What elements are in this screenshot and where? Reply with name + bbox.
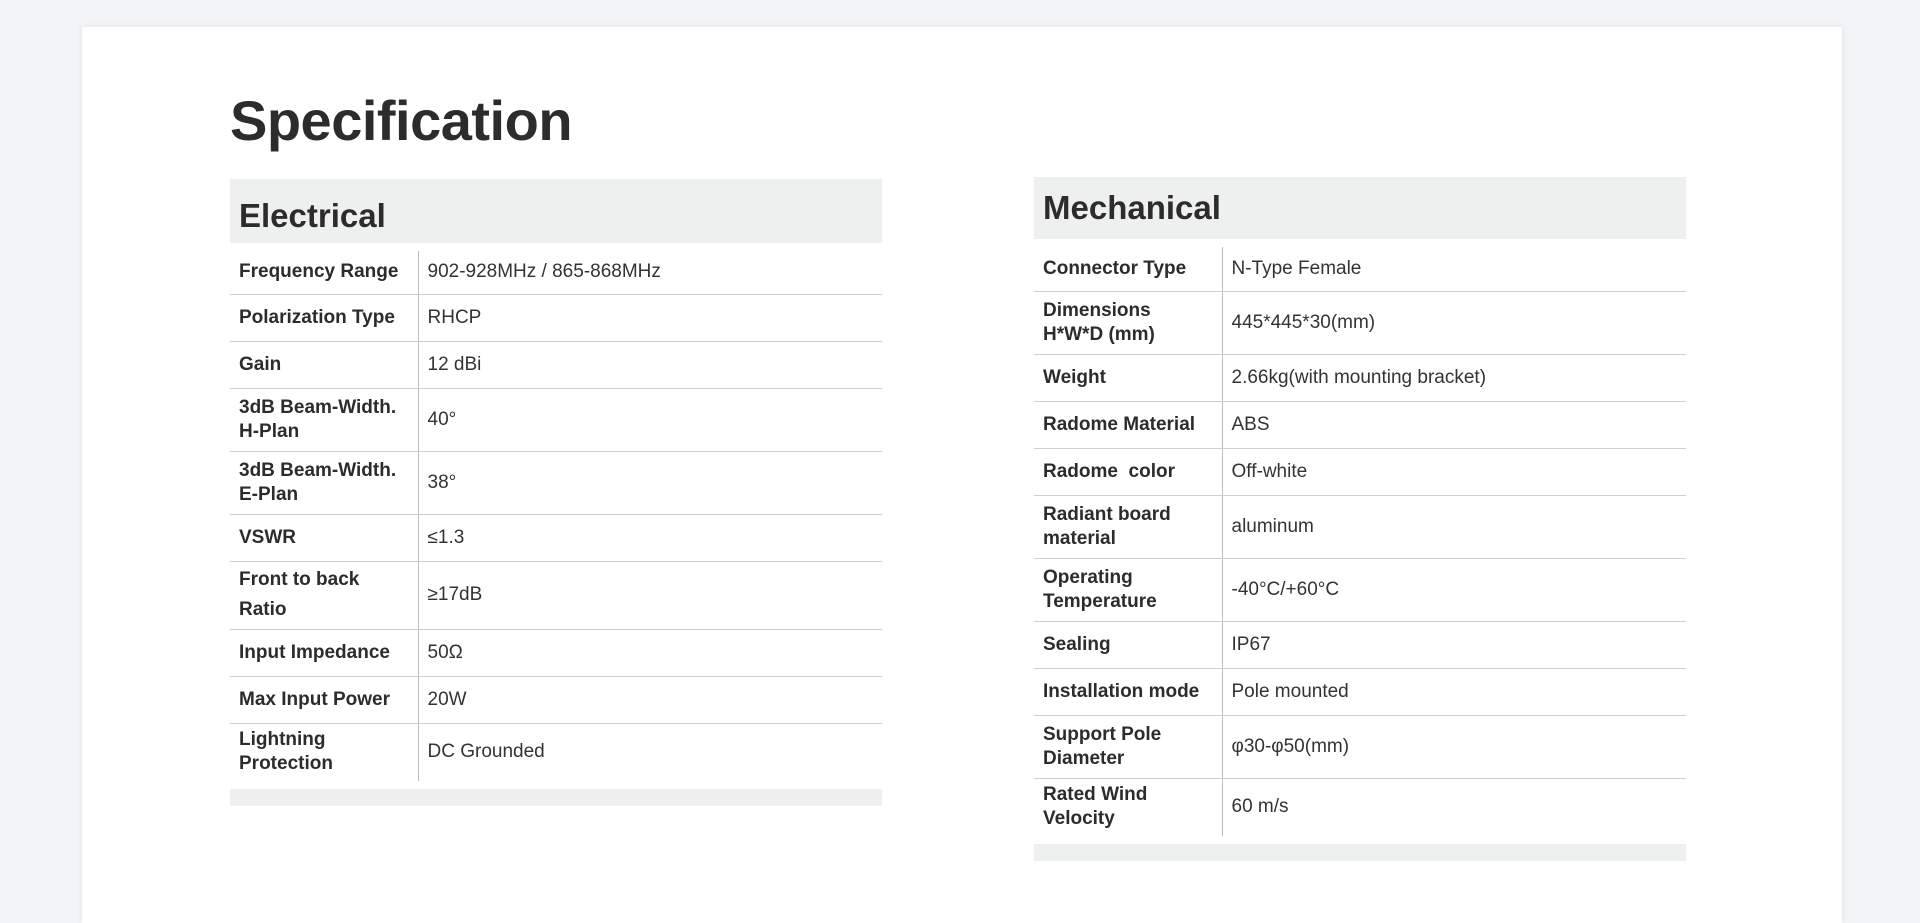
spec-value: Pole mounted <box>1222 668 1686 715</box>
spec-value: ≥17dB <box>418 561 882 629</box>
spec-value: 902-928MHz / 865-868MHz <box>418 251 882 294</box>
table-row <box>230 341 882 388</box>
mechanical-section <box>1034 177 1686 861</box>
spec-label: Rated Wind Velocity <box>1034 778 1222 836</box>
spec-label: Sealing <box>1034 621 1222 668</box>
spec-label: Max Input Power <box>230 676 418 723</box>
spec-value: 50Ω <box>418 629 882 676</box>
electrical-footer-bar <box>230 789 882 806</box>
table-row <box>1034 558 1686 621</box>
spec-value: ≤1.3 <box>418 514 882 561</box>
electrical-section <box>230 179 882 806</box>
table-row <box>1034 401 1686 448</box>
spec-label: Lightning Protection <box>230 723 418 781</box>
table-row <box>1034 778 1686 836</box>
table-row <box>1034 621 1686 668</box>
spec-label: VSWR <box>230 514 418 561</box>
spec-value: 40° <box>418 388 882 451</box>
table-row <box>1034 715 1686 778</box>
mechanical-table <box>1034 247 1686 836</box>
spec-label: 3dB Beam-Width. E-Plan <box>230 451 418 514</box>
page-title: Specification <box>230 89 573 152</box>
table-row <box>230 251 882 294</box>
spec-value: 445*445*30(mm) <box>1222 291 1686 354</box>
spec-label: Input Impedance <box>230 629 418 676</box>
electrical-heading: Electrical <box>230 179 882 243</box>
spec-value: 38° <box>418 451 882 514</box>
table-row <box>1034 668 1686 715</box>
table-row <box>230 451 882 514</box>
spec-label: Weight <box>1034 354 1222 401</box>
spec-label: Radiant board material <box>1034 495 1222 558</box>
table-row <box>1034 354 1686 401</box>
table-row <box>230 676 882 723</box>
table-row <box>1034 448 1686 495</box>
spec-label: Radome color <box>1034 448 1222 495</box>
mechanical-heading: Mechanical <box>1034 177 1686 239</box>
spec-value: 2.66kg(with mounting bracket) <box>1222 354 1686 401</box>
spec-value: DC Grounded <box>427 741 545 763</box>
spec-label: Gain <box>230 341 418 388</box>
table-row <box>1034 291 1686 354</box>
electrical-table <box>230 251 882 781</box>
table-row <box>230 723 882 781</box>
spec-page <box>82 27 1842 923</box>
spec-label: Support Pole Diameter <box>1034 715 1222 778</box>
spec-value: Off-white <box>1222 448 1686 495</box>
spec-label: Radome Material <box>1034 401 1222 448</box>
spec-label: Dimensions H*W*D (mm) <box>1034 291 1222 354</box>
table-row <box>230 388 882 451</box>
spec-label: 3dB Beam-Width. H-Plan <box>230 388 418 451</box>
spec-value: 20W <box>418 676 882 723</box>
spec-value: IP67 <box>1222 621 1686 668</box>
spec-value: aluminum <box>1222 495 1686 558</box>
spec-label: Installation mode <box>1034 668 1222 715</box>
spec-label: Frequency Range <box>230 251 418 294</box>
spec-value: RHCP <box>418 294 882 341</box>
table-row <box>1034 495 1686 558</box>
spec-value: ABS <box>1222 401 1686 448</box>
spec-value: 60 m/s <box>1231 796 1289 818</box>
table-row <box>230 629 882 676</box>
table-row <box>230 514 882 561</box>
table-row <box>230 294 882 341</box>
spec-label: Connector Type <box>1034 247 1222 291</box>
spec-value: 12 dBi <box>418 341 882 388</box>
spec-label: Front to back Ratio <box>230 561 418 629</box>
spec-label: Operating Temperature <box>1034 558 1222 621</box>
spec-value: -40°C/+60°C <box>1222 558 1686 621</box>
mechanical-footer-bar <box>1034 844 1686 861</box>
spec-label: Polarization Type <box>230 294 418 341</box>
spec-value: φ30-φ50(mm) <box>1222 715 1686 778</box>
table-row <box>230 561 882 629</box>
table-row <box>1034 247 1686 291</box>
spec-value: N-Type Female <box>1222 247 1686 291</box>
